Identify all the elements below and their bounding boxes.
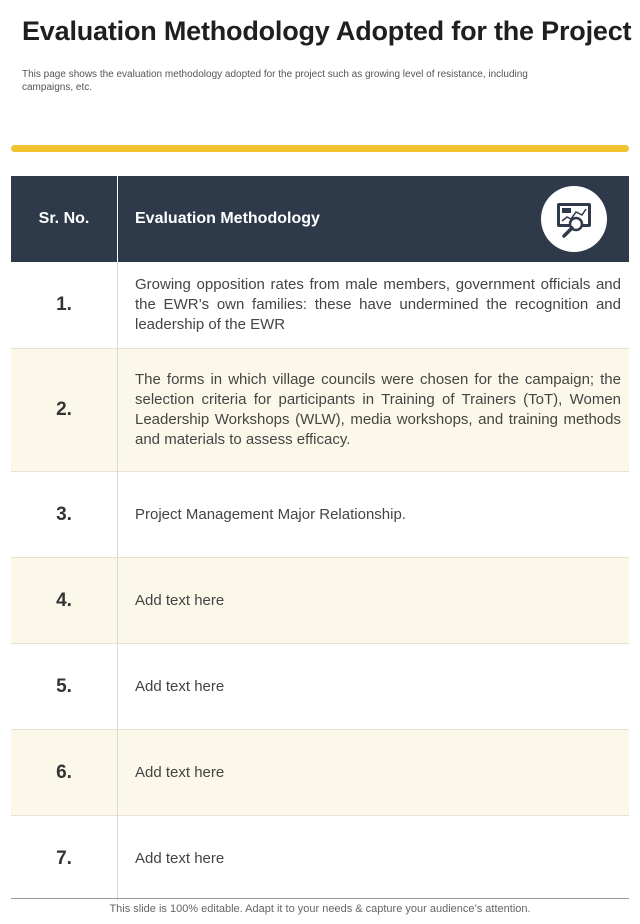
- row-number: 2.: [11, 349, 118, 471]
- methodology-table: [11, 176, 629, 901]
- table-row: [11, 644, 629, 730]
- row-number: 6.: [11, 730, 118, 815]
- footer-divider: [11, 898, 629, 899]
- row-number: 1.: [11, 262, 118, 348]
- table-row: [11, 472, 629, 558]
- row-text: Project Management Major Relationship.: [135, 505, 406, 523]
- table-row: [11, 816, 629, 901]
- presentation-analysis-icon: [541, 186, 607, 252]
- row-text: Add text here: [135, 763, 225, 781]
- column-header-sr-no: Sr. No.: [11, 176, 118, 262]
- column-header-methodology: Evaluation Methodology: [135, 210, 320, 227]
- footer-note: This slide is 100% editable. Adapt it to your needs & capture your audience’s attention.: [109, 903, 531, 915]
- table-row: [11, 349, 629, 472]
- row-text: Add text here: [135, 849, 225, 867]
- page-subtitle: This page shows the evaluation methodology adopted for the project such as growing level of resistance, including campaigns, etc.: [22, 69, 528, 93]
- row-number: 7.: [11, 816, 118, 901]
- row-text: Add text here: [135, 677, 225, 695]
- row-number: 5.: [11, 644, 118, 729]
- row-number: 3.: [11, 472, 118, 557]
- row-text: Add text here: [135, 591, 225, 609]
- row-text: The forms in which village councils were chosen for the campaign; the selection criteria for participants in Training of Trainers (ToT), Women Leadership Workshops (WLW), media workshops, and training methods and materials to assess efficacy.: [135, 371, 621, 448]
- row-text: Growing opposition rates from male members, government officials and the EWR’s own families: these have undermined the recognition and leadership of the EWR: [135, 276, 621, 333]
- row-number: 4.: [11, 558, 118, 643]
- accent-divider: [11, 145, 629, 152]
- table-row: [11, 730, 629, 816]
- table-header: [11, 176, 629, 262]
- page-title: Evaluation Methodology Adopted for the Project: [22, 16, 632, 46]
- table-row: [11, 262, 629, 349]
- table-row: [11, 558, 629, 644]
